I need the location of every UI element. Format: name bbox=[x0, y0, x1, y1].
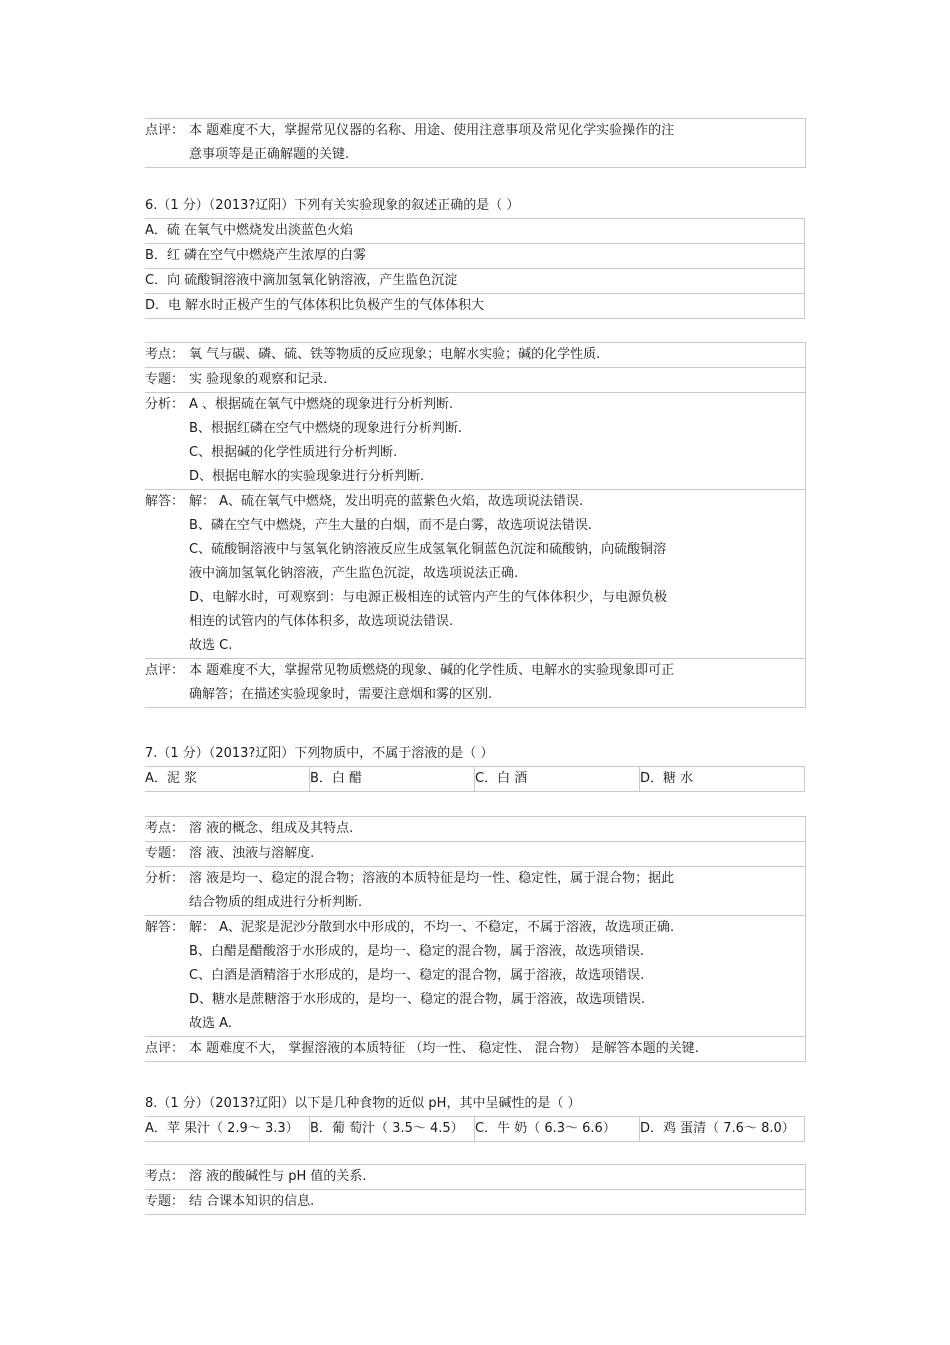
zhuanti-text: 结 合课本知识的信息. bbox=[189, 1194, 315, 1209]
jieda-line: 故选 A. bbox=[189, 1016, 232, 1031]
jieda-line: 解： A、硫在氧气中燃烧，发出明亮的蓝紫色火焰，故选项说法错误. bbox=[189, 494, 584, 509]
comment-line: 本 题难度不大，掌握常见仪器的名称、用途、使用注意事项及常见化学实验操作的注 bbox=[189, 123, 675, 138]
jieda-line: B、磷在空气中燃烧，产生大量的白烟，而不是白雾，故选项说法错误. bbox=[189, 518, 593, 533]
kaodian-label: 考点： bbox=[145, 821, 185, 836]
kaodian-text: 氧 气与碳、磷、硫、铁等物质的反应现象；电解水实验；碱的化学性质. bbox=[189, 347, 601, 362]
dianping-content bbox=[189, 659, 805, 707]
jieda-line: B、白醋是醋酸溶于水形成的，是均一、稳定的混合物，属于溶液，故选项错误. bbox=[189, 944, 645, 959]
zhuanti-label: 专题： bbox=[145, 846, 185, 861]
option-a: A．苹 果汁（ 2.9～ 3.3） bbox=[145, 1117, 310, 1141]
fenxi-line: A 、根据硫在氧气中燃烧的现象进行分析判断. bbox=[189, 397, 454, 412]
option-b: B．葡 萄汁（ 3.5～ 4.5） bbox=[310, 1117, 475, 1141]
dianping-label: 点评： bbox=[145, 663, 185, 678]
jieda-content bbox=[189, 916, 805, 1036]
top-comment-table bbox=[145, 118, 806, 168]
comment-label: 点评： bbox=[145, 123, 185, 138]
fenxi-line: 溶 液是均一、稳定的混合物；溶液的本质特征是均一性、稳定性，属于混合物；据此 bbox=[189, 871, 675, 886]
kaodian-text: 溶 液的酸碱性与 pH 值的关系. bbox=[189, 1169, 367, 1184]
jieda-row bbox=[145, 916, 805, 1037]
jieda-line: D、电解水时，可观察到：与电源正极相连的试管内产生的气体体积少，与电源负极 bbox=[189, 590, 668, 605]
zhuanti-row bbox=[145, 368, 805, 393]
jieda-row bbox=[145, 490, 805, 659]
option-d: D．电 解水时正极产生的气体体积比负极产生的气体体积大 bbox=[145, 294, 805, 319]
jieda-label: 解答： bbox=[145, 920, 185, 935]
fenxi-row bbox=[145, 867, 805, 916]
fenxi-label: 分析： bbox=[145, 871, 185, 886]
kaodian-row bbox=[145, 1165, 805, 1190]
jieda-content bbox=[189, 490, 805, 658]
comment-content bbox=[189, 119, 805, 167]
dianping-line: 确解答；在描述实验现象时，需要注意烟和雾的区别. bbox=[189, 687, 493, 702]
question-8-analysis-table bbox=[145, 1164, 806, 1215]
fenxi-label: 分析： bbox=[145, 397, 185, 412]
options-row bbox=[145, 767, 805, 792]
kaodian-label: 考点： bbox=[145, 347, 185, 362]
jieda-line: 故选 C. bbox=[189, 638, 233, 653]
question-7-options bbox=[145, 766, 805, 792]
jieda-line: C、白酒是酒精溶于水形成的，是均一、稳定的混合物，属于溶液，故选项错误. bbox=[189, 968, 645, 983]
kaodian-row bbox=[145, 817, 805, 842]
dianping-content bbox=[189, 1037, 805, 1061]
jieda-line: 相连的试管内的气体体积多，故选项说法错误. bbox=[189, 614, 454, 629]
zhuanti-text: 实 验现象的观察和记录. bbox=[189, 372, 328, 387]
jieda-line: 液中滴加氢氧化钠溶液，产生监色沉淀，故选项说法正确. bbox=[189, 566, 519, 581]
zhuanti-row bbox=[145, 842, 805, 867]
fenxi-row bbox=[145, 393, 805, 490]
question-8-options bbox=[145, 1116, 805, 1142]
option-d: D．糖 水 bbox=[640, 767, 805, 791]
option-d: D．鸡 蛋清（ 7.6～ 8.0） bbox=[640, 1117, 805, 1141]
fenxi-line: B、根据红磷在空气中燃烧的现象进行分析判断. bbox=[189, 421, 463, 436]
jieda-line: D、糖水是蔗糖溶于水形成的，是均一、稳定的混合物，属于溶液，故选项错误. bbox=[189, 992, 646, 1007]
kaodian-label: 考点： bbox=[145, 1169, 185, 1184]
question-6-analysis-table bbox=[145, 342, 806, 708]
option-b: B．红 磷在空气中燃烧产生浓厚的白雾 bbox=[145, 244, 805, 269]
jieda-label: 解答： bbox=[145, 494, 185, 509]
dianping-row bbox=[145, 1037, 805, 1062]
dianping-label: 点评： bbox=[145, 1041, 185, 1056]
question-7-title: 7.（1 分）（2013?辽阳）下列物质中，不属于溶液的是（ ） bbox=[145, 746, 494, 761]
question-6-title: 6.（1 分）（2013?辽阳）下列有关实验现象的叙述正确的是（ ） bbox=[145, 198, 520, 213]
kaodian-text: 溶 液的概念、组成及其特点. bbox=[189, 821, 354, 836]
fenxi-line: C、根据碱的化学性质进行分析判断. bbox=[189, 445, 398, 460]
fenxi-line: D、根据电解水的实验现象进行分析判断. bbox=[189, 469, 425, 484]
fenxi-content bbox=[189, 867, 805, 915]
dianping-line: 本 题难度不大，掌握常见物质燃烧的现象、碱的化学性质、电解水的实验现象即可正 bbox=[189, 663, 675, 678]
zhuanti-label: 专题： bbox=[145, 372, 185, 387]
fenxi-line: 结合物质的组成进行分析判断. bbox=[189, 895, 363, 910]
comment-line: 意事项等是正确解题的关键. bbox=[189, 147, 350, 162]
zhuanti-label: 专题： bbox=[145, 1194, 185, 1209]
option-c: C．向 硫酸铜溶液中滴加氢氧化钠溶液，产生监色沉淀 bbox=[145, 269, 805, 294]
dianping-line: 本 题难度不大， 掌握溶液的本质特征 （均一性、 稳定性、 混合物） 是解答本题的关键. bbox=[189, 1041, 699, 1056]
option-b: B．白 醋 bbox=[310, 767, 475, 791]
kaodian-row bbox=[145, 343, 805, 368]
question-6-options bbox=[145, 218, 805, 319]
options-row bbox=[145, 1117, 805, 1142]
option-a: A．硫 在氧气中燃烧发出淡蓝色火焰 bbox=[145, 219, 805, 244]
option-c: C．牛 奶（ 6.3～ 6.6） bbox=[475, 1117, 640, 1141]
dianping-row bbox=[145, 659, 805, 708]
zhuanti-text: 溶 液、浊液与溶解度. bbox=[189, 846, 315, 861]
option-c: C．白 酒 bbox=[475, 767, 640, 791]
zhuanti-row bbox=[145, 1190, 805, 1215]
comment-row bbox=[145, 119, 805, 168]
jieda-line: C、硫酸铜溶液中与氢氧化钠溶液反应生成氢氧化铜蓝色沉淀和硫酸钠，向硫酸铜溶 bbox=[189, 542, 667, 557]
fenxi-content bbox=[189, 393, 805, 489]
question-7-analysis-table bbox=[145, 816, 806, 1062]
option-a: A．泥 浆 bbox=[145, 767, 310, 791]
jieda-line: 解： A、泥浆是泥沙分散到水中形成的，不均一、不稳定，不属于溶液，故选项正确. bbox=[189, 920, 675, 935]
question-8-title: 8.（1 分）（2013?辽阳）以下是几种食物的近似 pH，其中呈碱性的是（ ） bbox=[145, 1096, 581, 1111]
